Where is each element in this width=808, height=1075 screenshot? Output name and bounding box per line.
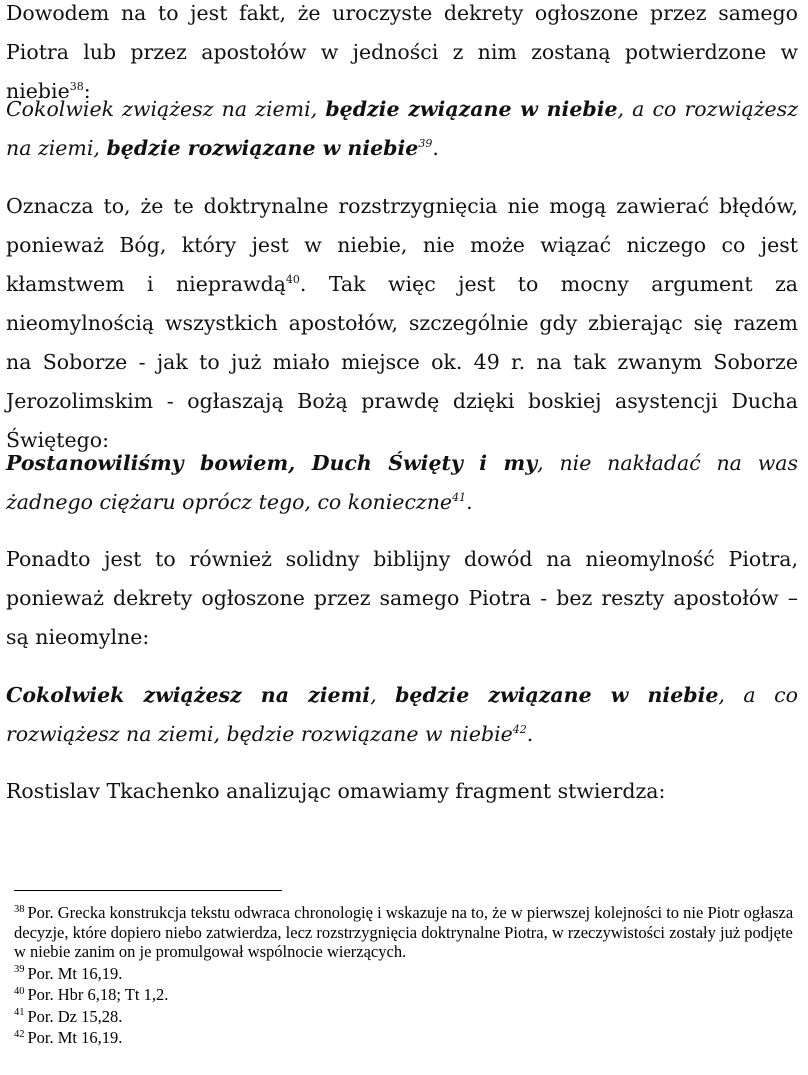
quote-segment: , <box>370 683 396 707</box>
footnote <box>14 903 798 962</box>
quote-bold-segment: będzie związane w niebie <box>395 683 719 707</box>
footnote <box>14 1028 798 1048</box>
quote-bold-segment: będzie rozwiązane w niebie <box>106 136 419 160</box>
footnote-text: Por. Hbr 6,18; Tt 1,2. <box>27 985 169 1004</box>
scripture-quote <box>6 444 798 522</box>
footnote-ref: 39 <box>418 137 433 151</box>
quote-segment: Cokolwiek zwiążesz na ziemi, <box>6 97 326 121</box>
footnote-number: 39 <box>14 964 25 975</box>
footnote-text: Por. Grecka konstrukcja tekstu odwraca chronologię i wskazuje na to, że w pierwszej kolejności to nie Piotr ogłasza decyzje, które dopiero niebo zatwierdza, lecz rozstrzygnięcia doktrynalne Piotra, w rzeczywistości zostały już podjęte w niebie zanim on je promulgował wspólnocie wierzących. <box>14 903 794 961</box>
body-paragraph <box>6 772 798 811</box>
quote-tail: . <box>526 722 534 746</box>
quote-tail: . <box>432 136 439 160</box>
footnote-text: Por. Mt 16,19. <box>27 963 123 983</box>
paragraph-text: Dowodem na to jest fakt, że uroczyste dekrety ogłoszone przez samego Piotra lub przez apostołów w jedności z nim zostaną potwierdzone w niebie <box>6 1 798 103</box>
footnotes-section <box>14 903 798 1050</box>
scripture-quote <box>6 90 798 168</box>
quote-segment: , a co rozwiążesz na ziemi, <box>6 97 798 160</box>
quote-bold-segment: Postanowiliśmy bowiem, Duch Święty i my <box>6 451 538 475</box>
quote-tail: . <box>466 490 473 514</box>
footnote-ref: 42 <box>512 723 527 737</box>
quote-bold-segment: Cokolwiek zwiążesz na ziemi <box>6 683 371 707</box>
quote-segment: , a co rozwiążesz na ziemi, będzie rozwiązane w niebie <box>6 683 798 746</box>
paragraph-text: Oznacza to, że te doktrynalne rozstrzygnięcia nie mogą zawierać błędów, ponieważ Bóg, który jest w niebie, nie może wiązać niczego co jest kłamstwem i nieprawdą <box>6 194 798 296</box>
quote-bold-segment: będzie związane w niebie <box>325 97 618 121</box>
footnote-text: Por. Dz 15,28. <box>27 1006 123 1026</box>
footnote-text: Por. Mt 16,19. <box>27 1028 123 1047</box>
body-paragraph <box>6 540 798 657</box>
footnote <box>14 1007 798 1027</box>
footnote-ref: 40 <box>285 273 300 287</box>
scripture-quote <box>6 676 798 754</box>
footnote-separator <box>14 890 282 891</box>
footnote-ref: 38 <box>69 80 84 94</box>
footnote-ref: 41 <box>452 491 467 505</box>
footnote-number: 40 <box>14 985 25 997</box>
footnote-number: 42 <box>14 1028 25 1040</box>
paragraph-text: . Tak więc jest to mocny argument za nieomylnością wszystkich apostołów, szczególnie gdy zbierając się razem na Soborze - jak to już miało miejsce ok. 49 r. na tak zwanym Soborze Jerozolimskim - ogłaszają Bożą prawdę dzięki boskiej asystencji Ducha Świętego: <box>6 272 799 452</box>
footnote <box>14 964 798 984</box>
footnote-number: 38 <box>14 903 25 915</box>
paragraph-text: Ponadto jest to również solidny biblijny dowód na nieomylność Piotra, ponieważ dekrety ogłoszone przez samego Piotra - bez reszty apostołów – są nieomylne: <box>6 547 798 649</box>
paragraph-tail: : <box>83 79 91 103</box>
body-paragraph <box>6 187 798 460</box>
footnote <box>14 985 798 1005</box>
quote-segment: , nie nakładać na was żadnego ciężaru oprócz tego, co konieczne <box>6 451 798 514</box>
paragraph-text: Rostislav Tkachenko analizując omawiamy fragment stwierdza: <box>6 779 666 803</box>
footnote-number: 41 <box>14 1007 25 1018</box>
